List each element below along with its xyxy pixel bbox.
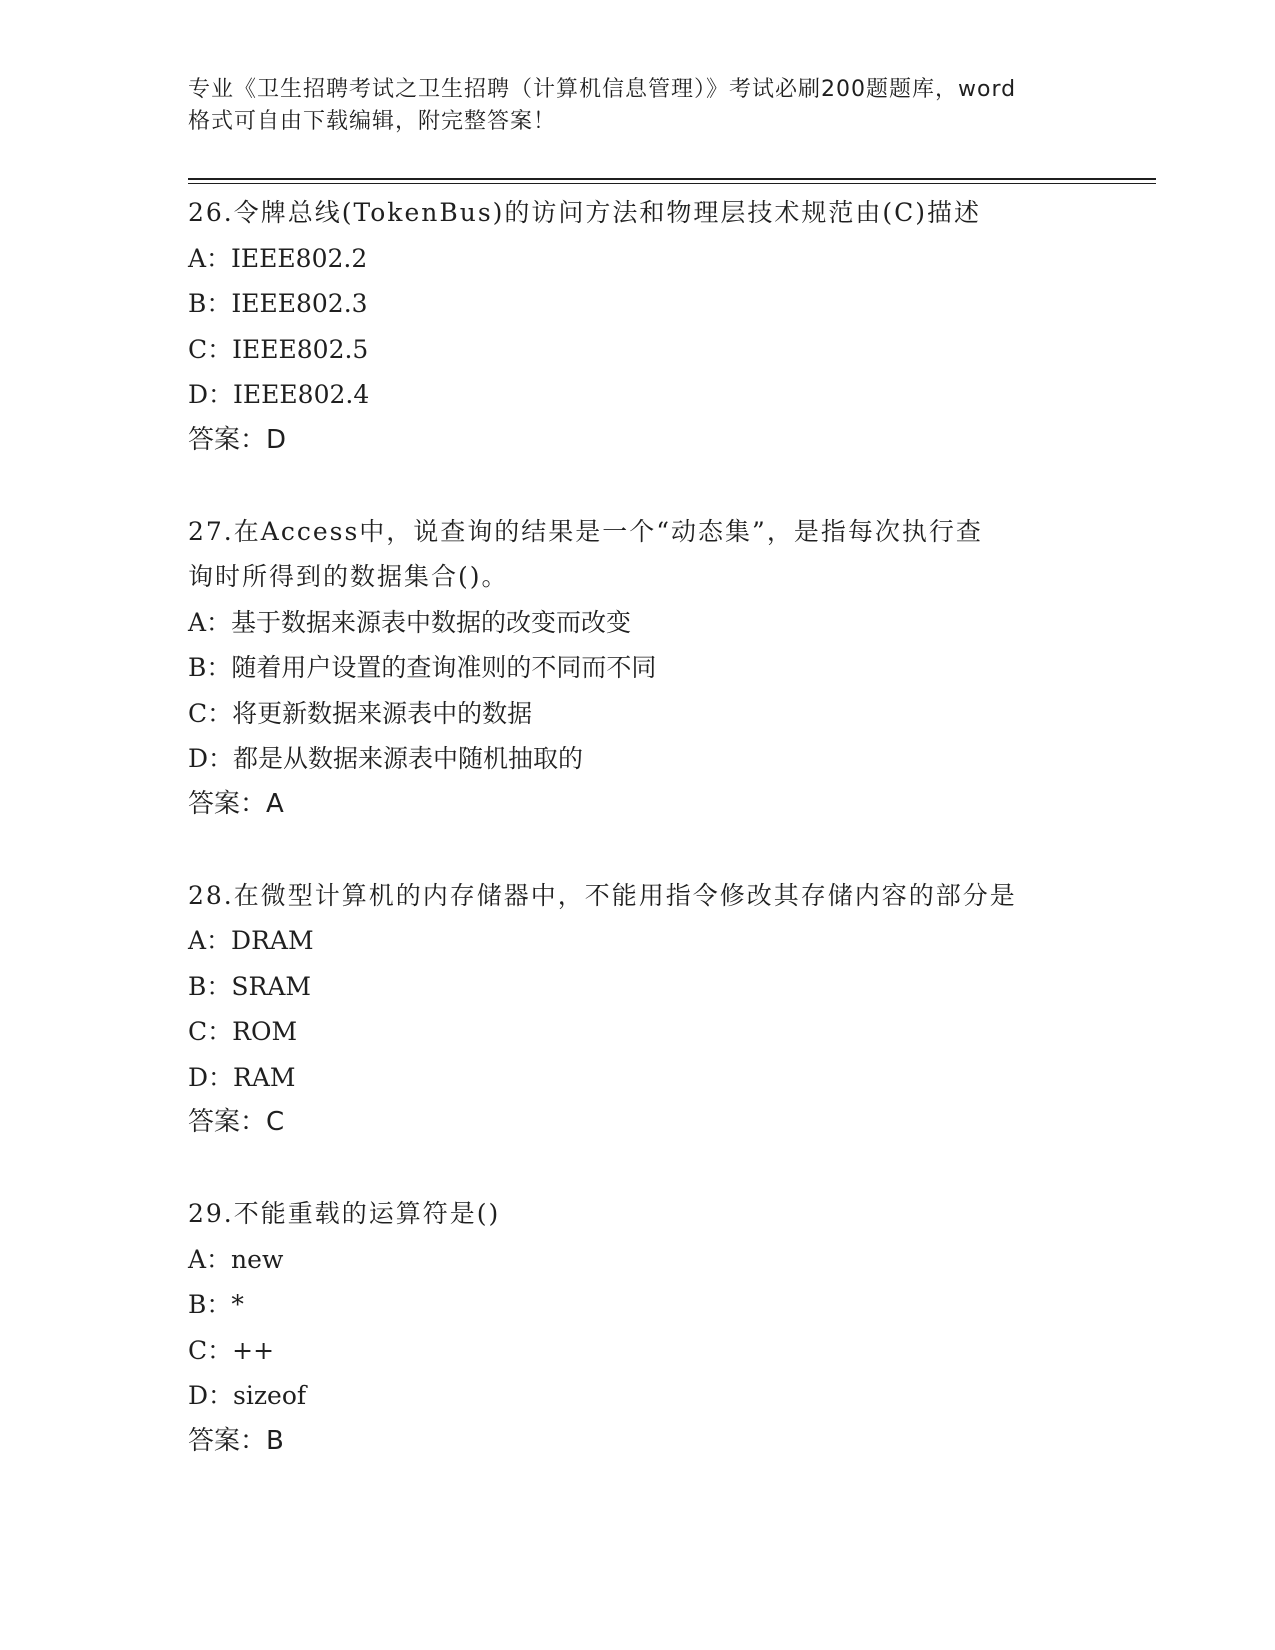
option-a: A：DRAM <box>188 926 314 955</box>
option-c: C：++ <box>188 1335 275 1365</box>
option-d: D：都是从数据来源表中随机抽取的 <box>188 744 584 773</box>
header-divider-thin <box>188 183 1156 184</box>
document-header <box>188 74 1088 138</box>
option-b: B：SRAM <box>188 971 311 1001</box>
answer-label: 答案：B <box>188 1425 284 1456</box>
question-stem-line: 26.令牌总线(TokenBus)的访问方法和物理层技术规范由(C)描述 <box>188 198 982 227</box>
option-b: B：* <box>188 1290 244 1319</box>
question-stem-line: 27.在Access中，说查询的结果是一个“动态集”，是指每次执行查 <box>188 516 983 546</box>
option-d: D：IEEE802.4 <box>188 380 370 409</box>
option-a: A：IEEE802.2 <box>188 243 368 273</box>
header-divider <box>188 178 1156 180</box>
question-stem-line: 28.在微型计算机的内存储器中，不能用指令修改其存储内容的部分是 <box>188 880 1017 910</box>
question-stem-line: 询时所得到的数据集合()。 <box>188 562 509 591</box>
question-stem <box>188 1191 1108 1237</box>
question-26 <box>188 190 1108 463</box>
question-stem-line: 29.不能重载的运算符是() <box>188 1199 501 1228</box>
question-29 <box>188 1191 1108 1464</box>
option-d: D：sizeof <box>188 1381 307 1410</box>
option-d: D：RAM <box>188 1062 296 1092</box>
option-b: B：IEEE802.3 <box>188 289 368 318</box>
question-stem <box>188 190 1108 236</box>
option-c: C：IEEE802.5 <box>188 334 369 364</box>
question-28 <box>188 873 1108 1146</box>
option-a: A：new <box>188 1244 284 1274</box>
question-stem <box>188 873 1108 919</box>
answer-label: 答案：D <box>188 424 287 455</box>
option-c: C：ROM <box>188 1017 298 1046</box>
option-c: C：将更新数据来源表中的数据 <box>188 698 533 728</box>
answer-label: 答案：C <box>188 1107 285 1137</box>
option-b: B：随着用户设置的查询准则的不同而不同 <box>188 653 657 682</box>
question-list <box>188 190 1108 1510</box>
header-line-1: 专业《卫生招聘考试之卫生招聘（计算机信息管理）》考试必刷200题题库，word <box>188 77 1017 102</box>
question-stem <box>188 509 1108 600</box>
answer-label: 答案：A <box>188 788 284 819</box>
header-line-2: 格式可自由下载编辑，附完整答案！ <box>188 109 557 134</box>
question-27 <box>188 509 1108 828</box>
option-a: A：基于数据来源表中数据的改变而改变 <box>188 607 632 637</box>
